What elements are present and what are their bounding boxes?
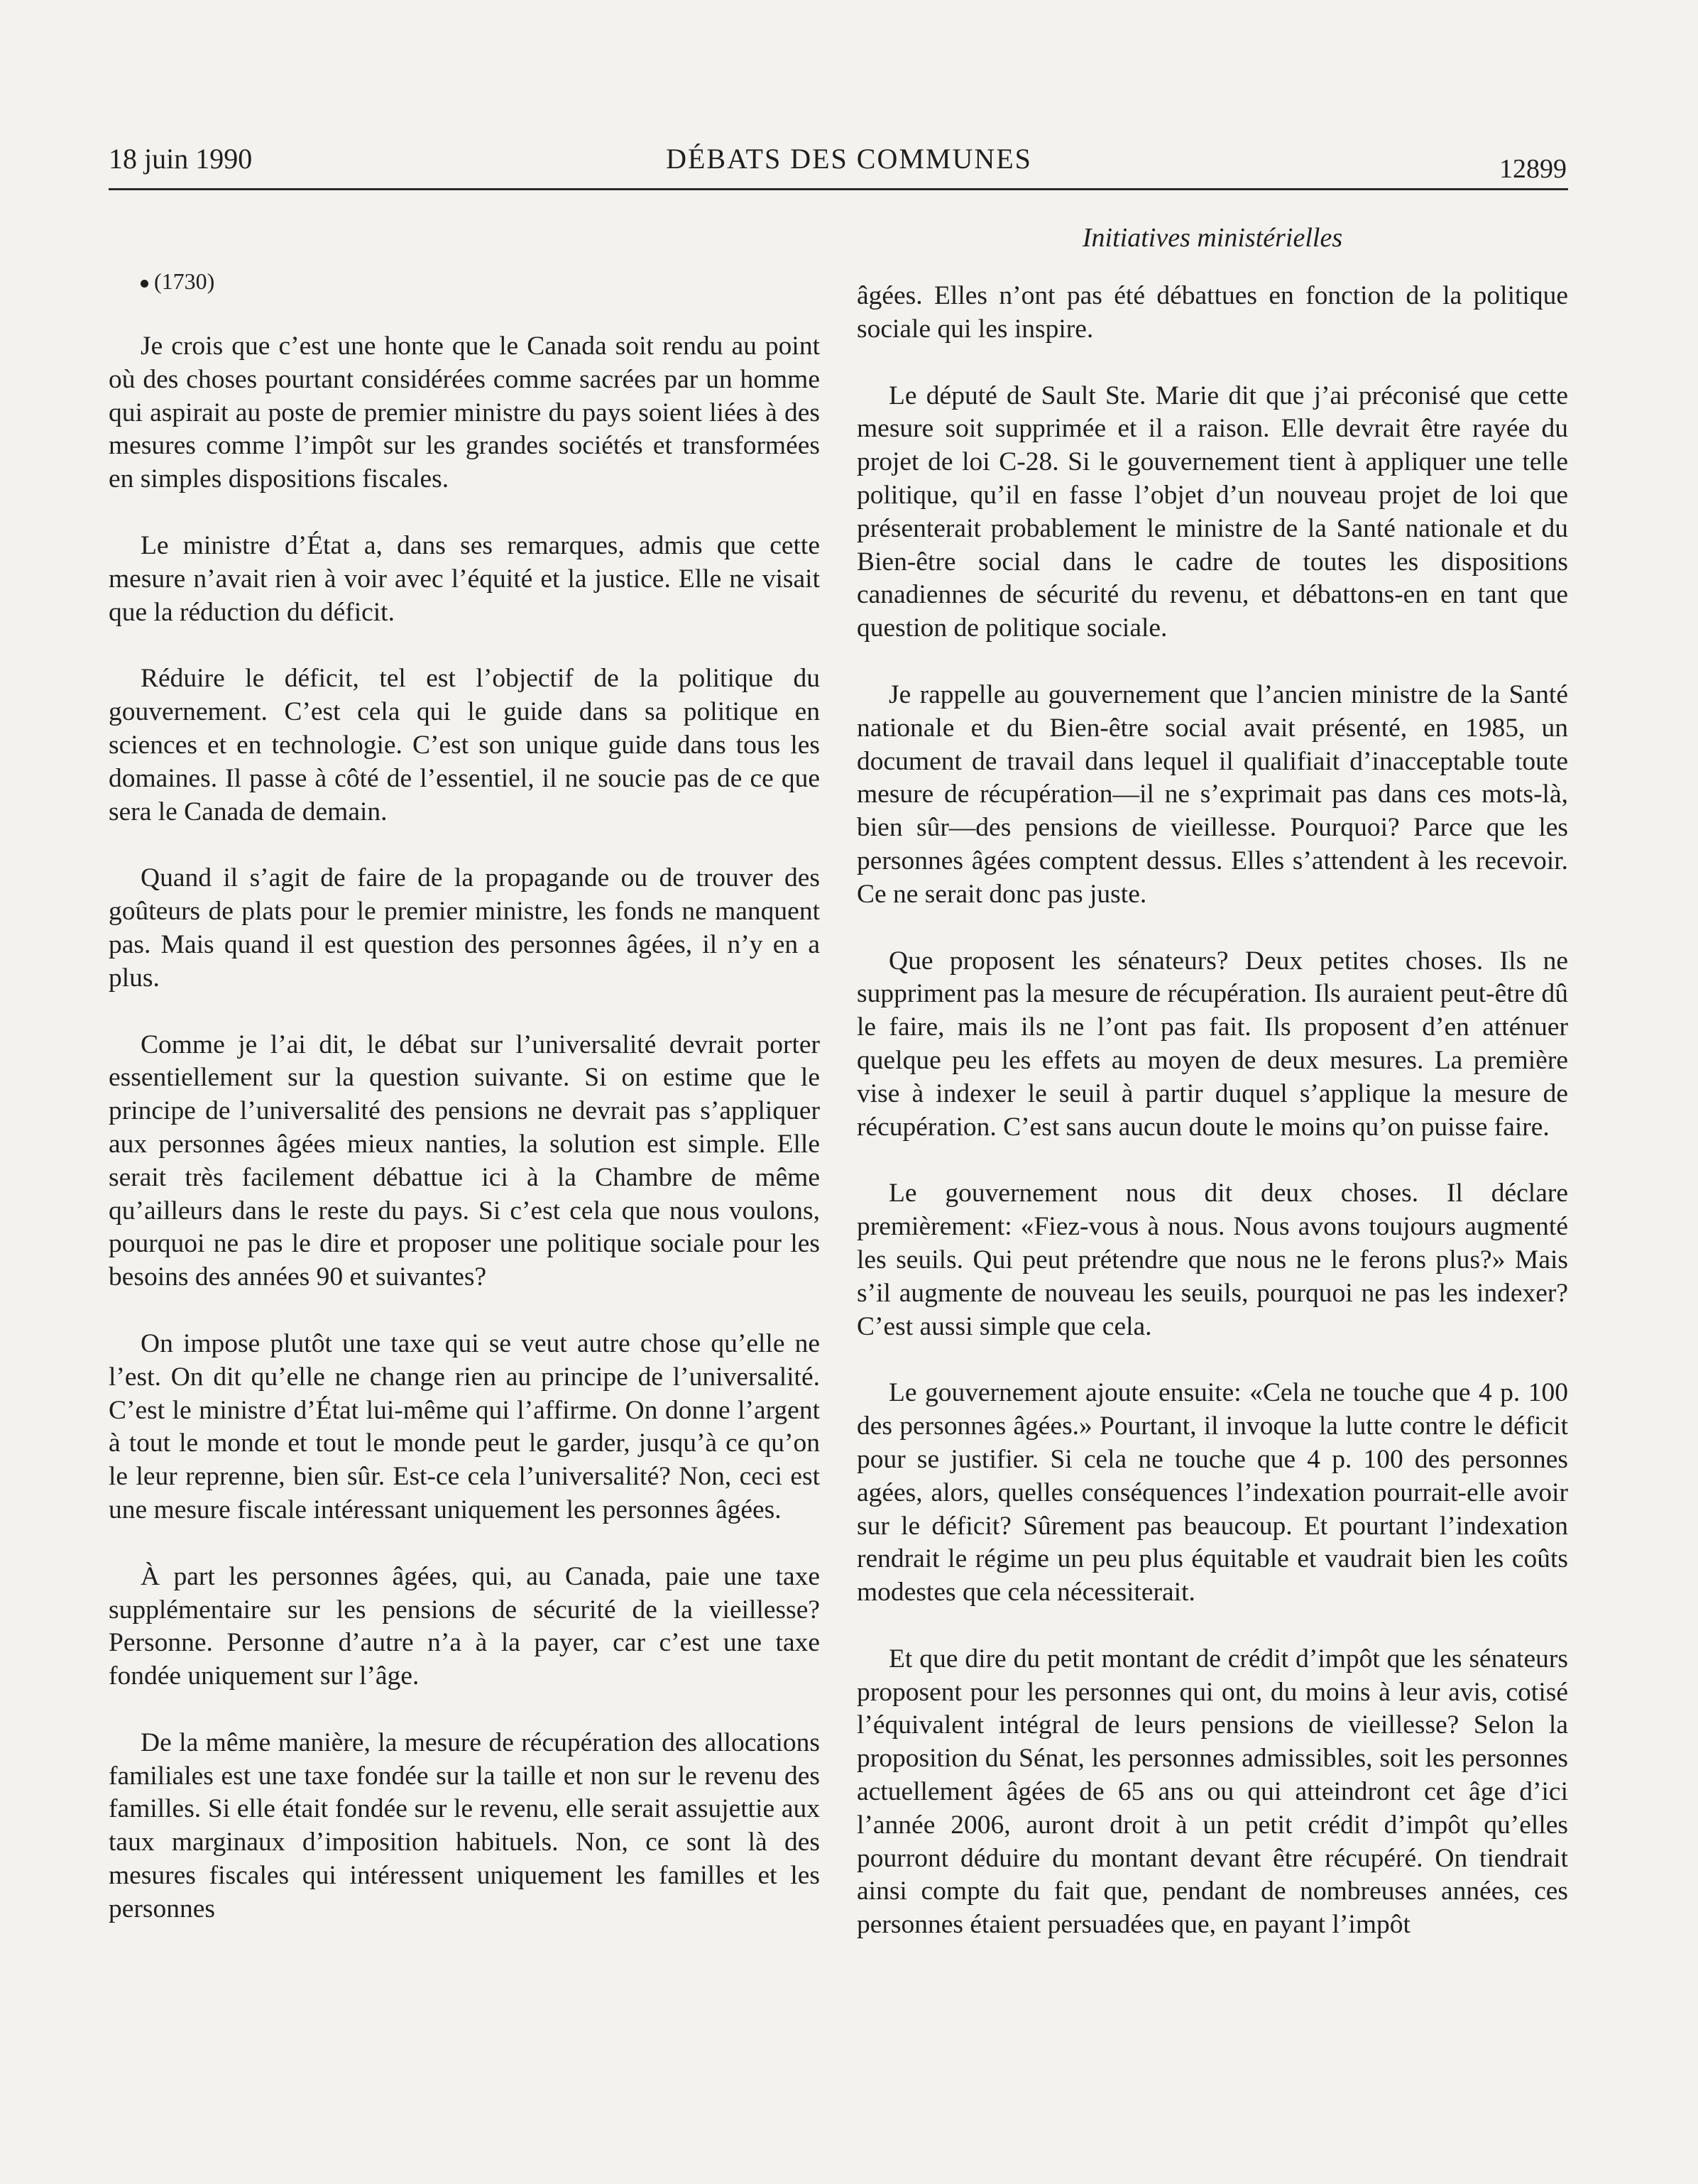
paragraph: De la même manière, la mesure de récupération des allocations familiales est une taxe fondée sur la taille et non sur le revenu des familles. Si elle était fondée sur le revenu, elle serait assujettie aux taux marginaux d’imposition habituels. Non, ce sont là des mesures fiscales qui intéressent uniquement les familles et les personnes xyxy=(109,1727,820,1923)
paragraph: Que proposent les sénateurs? Deux petites choses. Ils ne suppriment pas la mesure de récupération. Ils auraient peut-être dû le faire, mais ils ne l’ont pas fait. Ils proposent d’en atténuer quelque peu les effets au moyen de deux mesures. La première vise à indexer le seuil à partir duquel s’applique la mesure de récupération. C’est sans aucun doute le moins qu’on puisse faire. xyxy=(857,946,1568,1142)
timestamp xyxy=(109,266,820,297)
section-label: Initiatives ministérielles xyxy=(1082,223,1343,253)
bullet-icon xyxy=(141,280,148,288)
header-rule xyxy=(109,188,1568,190)
paragraph: Je crois que c’est une honte que le Canada soit rendu au point où des choses pourtant considérées comme sacrées par un homme qui aspirait au poste de premier ministre du pays soient liées à des mesures comme l’impôt sur les grandes sociétés et transformées en simples dispositions fiscales. xyxy=(109,332,820,494)
timestamp-text: (1730) xyxy=(154,268,215,294)
paragraph: Le gouvernement nous dit deux choses. Il déclare premièrement: «Fiez-vous à nous. Nous avons toujours augmenté les seuils. Qui peut prétendre que nous ne le ferons plus?» Mais s’il augmente de nouveau les seuils, pourquoi ne pas les indexer? C’est aussi simple que cela. xyxy=(857,1179,1568,1341)
paragraph: Je rappelle au gouvernement que l’ancien ministre de la Santé nationale et du Bien-être social avait présenté, en 1985, un document de travail dans lequel il qualifiait d’inacceptable toute mesure de récupération—il ne s’exprimait pas dans ces mots-là, bien sûr—des pensions de vieillesse. Pourquoi? Parce que les personnes âgées comptent dessus. Elles s’attendent à les recevoir. Ce ne serait donc pas juste. xyxy=(857,679,1568,909)
right-column xyxy=(857,280,1568,1975)
paragraph: Comme je l’ai dit, le débat sur l’universalité devrait porter essentiellement sur la question suivante. Si on estime que le principe de l’universalité des pensions ne devrait pas s’appliquer aux personnes âgées mieux nanties, la solution est simple. Elle serait très facilement débattue ici à la Chambre de même qu’ailleurs dans le reste du pays. Si c’est cela que nous voulons, pourquoi ne pas le dire et proposer une politique sociale pour les besoins des années 90 et suivantes? xyxy=(109,1030,820,1292)
paragraph: Réduire le déficit, tel est l’objectif de la politique du gouvernement. C’est cela qui le guide dans sa politique en sciences et en technologie. C’est son unique guide dans tous les domaines. Il passe à côté de l’essentiel, il ne soucie pas de ce que sera le Canada de demain. xyxy=(109,664,820,826)
left-column xyxy=(109,266,820,1960)
paragraph: Le gouvernement ajoute ensuite: «Cela ne touche que 4 p. 100 des personnes âgées.» Pourtant, il invoque la lutte contre le déficit pour se justifier. Si cela ne touche que 4 p. 100 des personnes agées, alors, quelles conséquences l’indexation pourrait-elle avoir sur le déficit? Sûrement pas beaucoup. Et pourtant l’indexation rendrait le régime un peu plus équitable et vaudrait bien les coûts modestes que cela nécessiterait. xyxy=(857,1378,1568,1607)
paragraph: Et que dire du petit montant de crédit d’impôt que les sénateurs proposent pour les personnes qui ont, du moins à leur avis, cotisé l’équivalent intégral de leurs pensions de vieillesse? Selon la proposition du Sénat, les personnes admissibles, soit les personnes actuellement âgées de 65 ans ou qui atteindront cet âge d’ici l’année 2006, auront droit à un petit crédit d’impôt qu’elles pourront déduire du montant devant être récupéré. On tiendrait ainsi compte du fait que, pendant de nombreuses années, ces personnes étaient persuadées que, en payant l’impôt xyxy=(857,1644,1568,1940)
paragraph: Le député de Sault Ste. Marie dit que j’ai préconisé que cette mesure soit supprimée et il a raison. Elle devrait être rayée du projet de loi C-28. Si le gouvernement tient à appliquer une telle politique, qu’il en fasse l’objet d’un nouveau projet de loi que présenterait probablement le ministre de la Santé nationale et du Bien-être social dans le cadre de toutes les dispositions canadiennes de sécurité du revenu, et débattons-en en tant que question de politique sociale. xyxy=(857,381,1568,643)
header-title: DÉBATS DES COMMUNES xyxy=(666,143,1032,175)
paragraph: Le ministre d’État a, dans ses remarques, admis que cette mesure n’avait rien à voir avec l’équité et la justice. Elle ne visait que la réduction du déficit. xyxy=(109,530,820,627)
paragraph: À part les personnes âgées, qui, au Canada, paie une taxe supplémentaire sur les pensions de sécurité de la vieillesse? Personne. Personne d’autre n’a à la payer, car c’est une taxe fondée uniquement sur l’âge. xyxy=(109,1561,820,1691)
paragraph: âgées. Elles n’ont pas été débattues en fonction de la politique sociale qui les inspire. xyxy=(857,281,1568,344)
header-date: 18 juin 1990 xyxy=(109,143,253,175)
paragraph: On impose plutôt une taxe qui se veut autre chose qu’elle ne l’est. On dit qu’elle ne change rien au principe de l’universalité. C’est le ministre d’État lui-même qui l’affirme. On donne l’argent à tout le monde et tout le monde peut le garder, jusqu’à ce qu’on le leur reprenne, bien sûr. Est-ce cela l’universalité? Non, ceci est une mesure fiscale intéressant uniquement les personnes âgées. xyxy=(109,1328,820,1524)
paragraph: Quand il s’agit de faire de la propagande ou de trouver des goûteurs de plats pour le premier ministre, les fonds ne manquent pas. Mais quand il est question des personnes âgées, il n’y en a plus. xyxy=(109,863,820,993)
page-number: 12899 xyxy=(1499,154,1567,184)
